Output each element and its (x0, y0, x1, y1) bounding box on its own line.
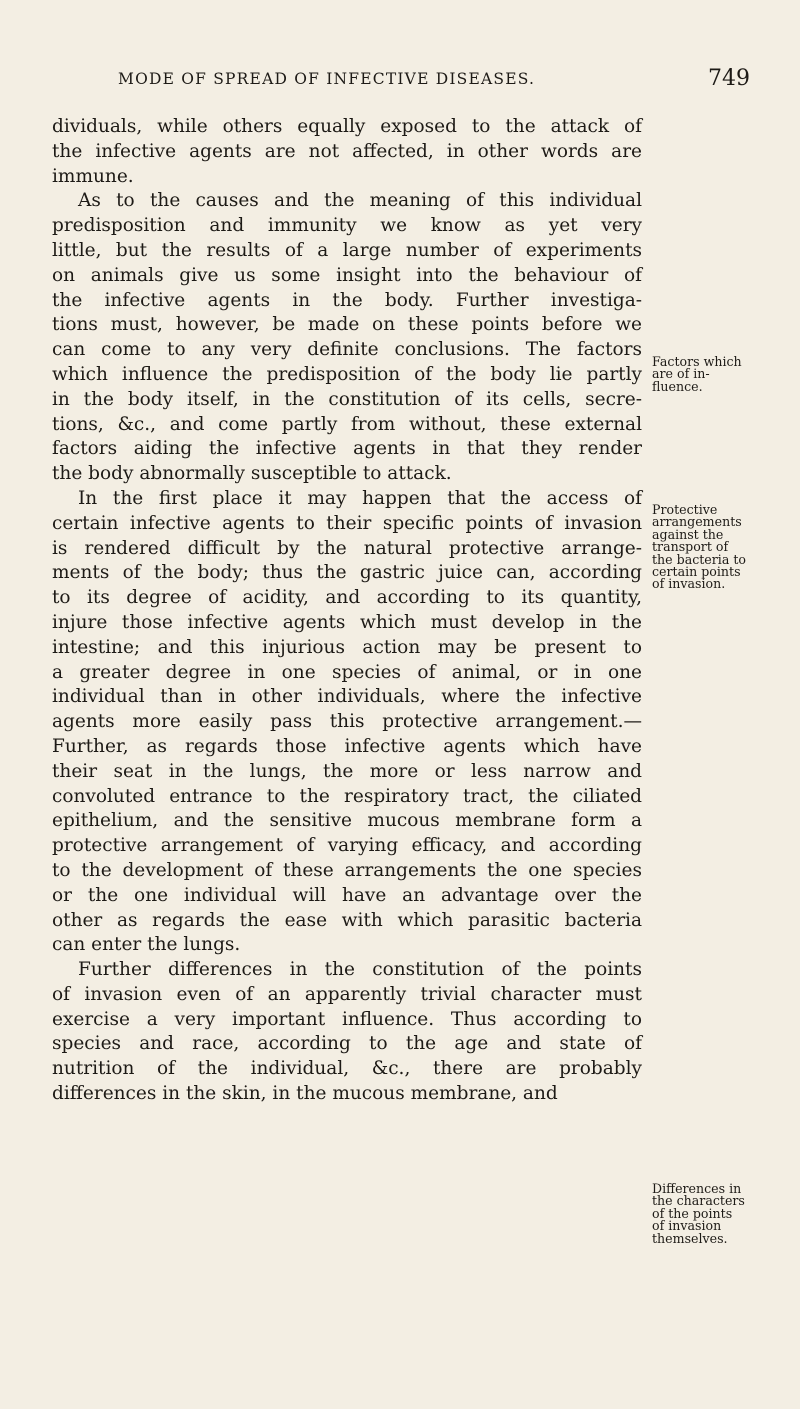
text-line: their seat in the lungs, the more or less narrow and (52, 760, 642, 782)
margin-note-line: themselves. (652, 1230, 728, 1246)
text-line: other as regards the ease with which parasitic bacteria (52, 909, 642, 931)
text-line: immune. (52, 165, 134, 187)
text-line: individual than in other individuals, where the infective (52, 686, 642, 708)
text-line: the infective agents in the body. Further investiga- (52, 289, 642, 311)
margin-note-differences (652, 1183, 797, 1245)
text-line: Further differences in the constitution of the points (78, 959, 642, 981)
margin-note-line: fluence. (652, 378, 703, 394)
text-line: nutrition of the individual, &c., there are probably (52, 1058, 642, 1080)
margin-note-line: of invasion (652, 1218, 722, 1234)
text-line: to its degree of acidity, and according to its quantity, (52, 587, 642, 609)
text-line: epithelium, and the sensitive mucous membrane form a (52, 810, 642, 832)
text-line: protective arrangement of varying efficacy, and according (52, 835, 642, 857)
margin-note-line: transport of (652, 539, 729, 555)
margin-note-line: are of in- (652, 366, 710, 382)
margin-note-line: of the points (652, 1205, 733, 1221)
text-line: on animals give us some insight into the behaviour of (52, 264, 642, 286)
text-line: agents more easily pass this protective arrangement.— (52, 711, 642, 733)
text-line: dividuals, while others equally exposed to the attack of (52, 116, 642, 137)
margin-note-factors (652, 356, 797, 393)
margin-note-line: the characters (652, 1193, 745, 1209)
text-line: can come to any very definite conclusions. The factors (52, 339, 642, 361)
text-line: which influence the predisposition of the body lie partly (52, 363, 642, 385)
text-line: in the body itself, in the constitution of its cells, secre- (52, 388, 642, 410)
margin-note-line: certain points (652, 564, 741, 580)
text-line: Further, as regards those infective agents which have (52, 735, 642, 757)
margin-note-line: Factors which (652, 354, 742, 369)
margin-note-line: the bacteria to (652, 551, 746, 567)
text-line: certain infective agents to their specific points of invasion (52, 512, 642, 534)
text-line: is rendered difficult by the natural protective arrange- (52, 537, 642, 559)
margin-note-line: Protective (652, 502, 718, 517)
text-line: predisposition and immunity we know as yet very (52, 215, 642, 237)
text-line: a greater degree in one species of animal, or in one (52, 661, 642, 683)
text-line: exercise a very important influence. Thus according to (52, 1008, 642, 1030)
text-line: factors aiding the infective agents in that they render (52, 438, 642, 460)
text-line: the infective agents are not affected, in other words are (52, 140, 642, 162)
text-line: tions must, however, be made on these points before we (52, 314, 642, 336)
text-line: species and race, according to the age and state of (52, 1033, 642, 1055)
text-line: injure those infective agents which must develop in the (52, 611, 642, 633)
running-head-title: MODE OF SPREAD OF INFECTIVE DISEASES. (118, 70, 536, 88)
margin-note-line: against the (652, 526, 724, 542)
margin-note-line: Differences in (652, 1181, 742, 1196)
body-text (52, 115, 642, 1107)
margin-note-line: arrangements (652, 514, 742, 530)
text-line: the body abnormally susceptible to attack. (52, 463, 452, 485)
page-number: 749 (708, 66, 750, 91)
text-line: of invasion even of an apparently trivial character must (52, 983, 642, 1005)
text-line: ments of the body; thus the gastric juice can, according (52, 562, 642, 584)
text-line: to the development of these arrangements the one species (52, 859, 642, 881)
text-line: or the one individual will have an advantage over the (52, 884, 642, 906)
text-line: As to the causes and the meaning of this individual (78, 190, 642, 212)
text-line: differences in the skin, in the mucous membrane, and (52, 1083, 558, 1105)
running-head (110, 66, 750, 100)
text-line: tions, &c., and come partly from without, these external (52, 413, 642, 435)
text-line: convoluted entrance to the respiratory tract, the ciliated (52, 785, 642, 807)
margin-note-protective (652, 504, 797, 591)
text-line: little, but the results of a large number of experiments (52, 239, 642, 261)
text-line: In the first place it may happen that the access of (78, 487, 642, 509)
text-line: can enter the lungs. (52, 934, 241, 956)
margin-note-line: of invasion. (652, 576, 726, 592)
text-line: intestine; and this injurious action may be present to (52, 636, 642, 658)
